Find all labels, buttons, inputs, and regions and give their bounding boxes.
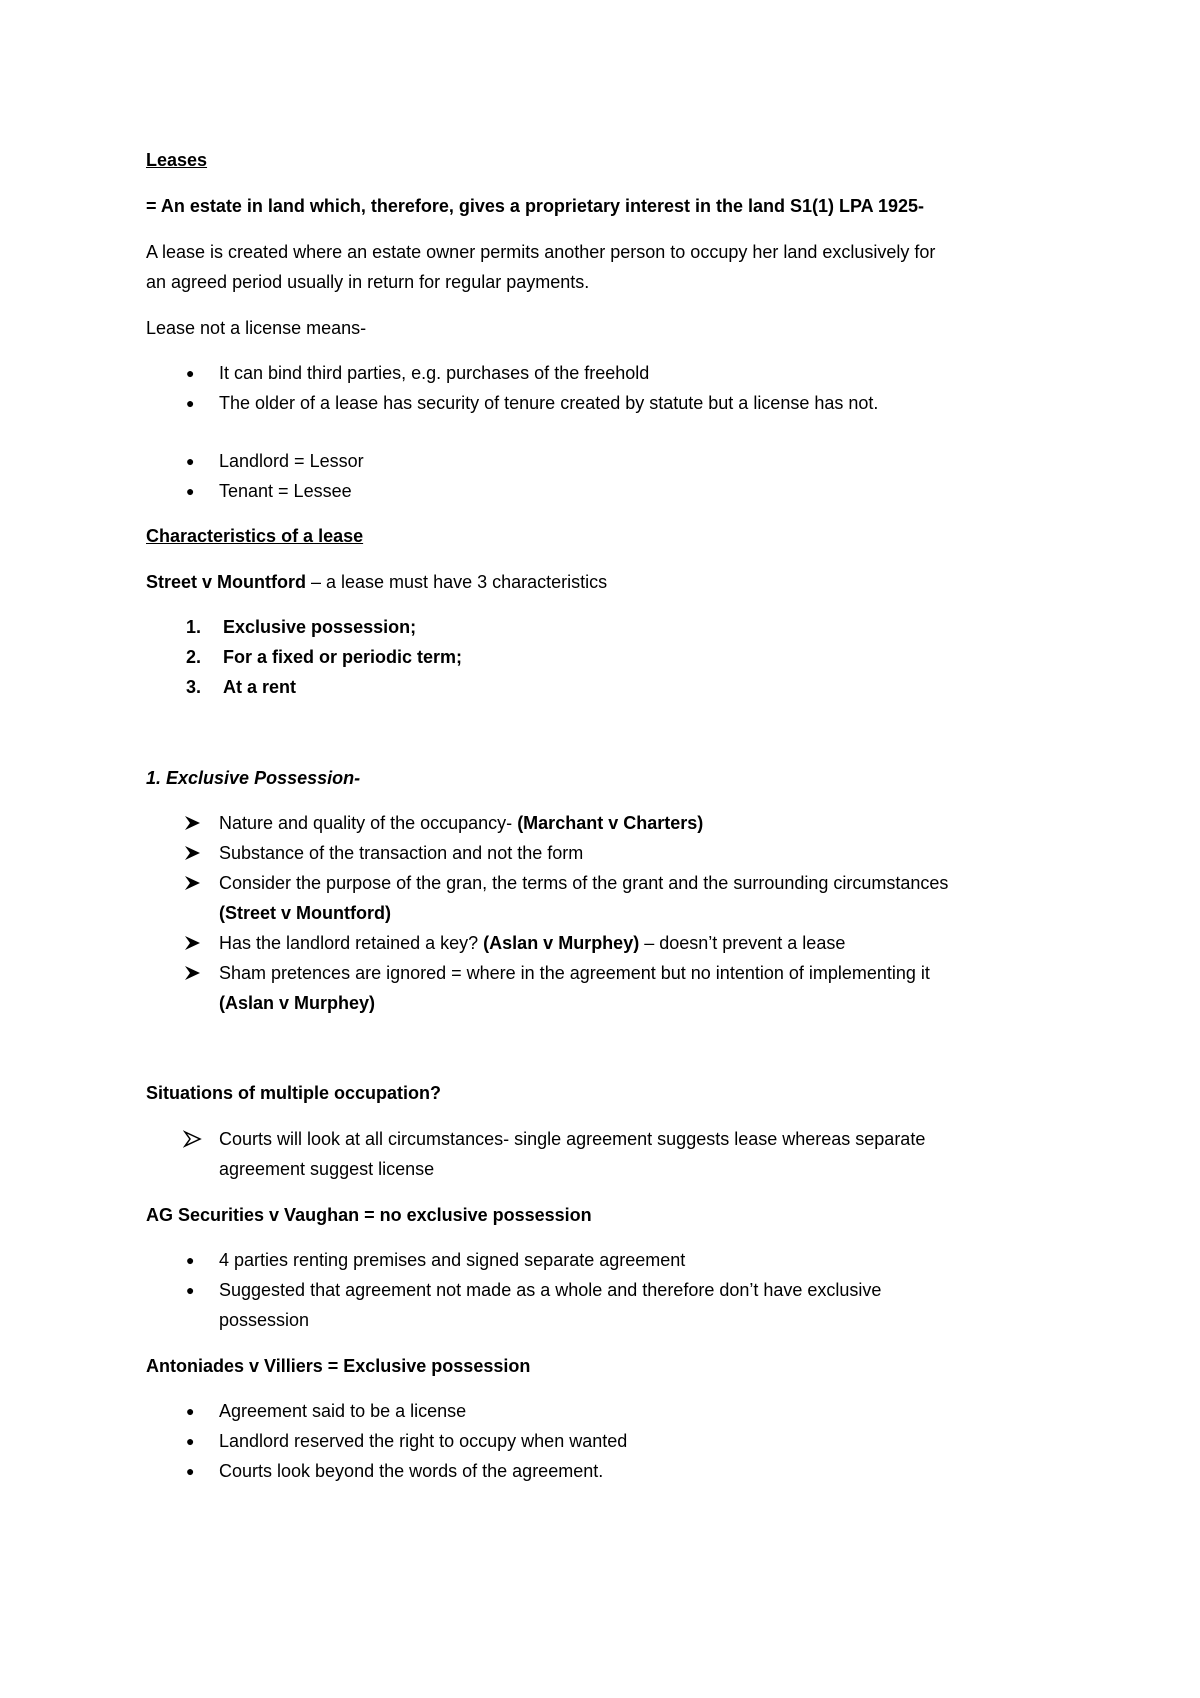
arrow-bullet-icon [183,811,203,835]
list-item: 4 parties renting premises and signed separate agreement [219,1250,686,1270]
case-name: (Marchant v Charters) [517,813,704,833]
not-license-label: Lease not a license means- [146,318,367,338]
street-v-mountford-line [146,570,607,594]
list-item: It can bind third parties, e.g. purchases of the freehold [219,363,650,383]
bullet-icon: ● [186,365,195,381]
list-item [219,811,703,835]
arrow-bullet-icon [183,841,203,865]
bullet-icon: ● [186,1403,195,1419]
item-text: – doesn’t prevent a lease [639,933,846,953]
arrow-bullet-icon [183,871,203,895]
characteristics-heading: Characteristics of a lease [146,526,364,546]
bullet-icon: ● [186,1282,195,1298]
intro-line-1: A lease is created where an estate owner permits another person to occupy her land exclusively for [146,242,936,262]
bullet-icon: ● [186,453,195,469]
list-item-continuation: possession [219,1310,310,1330]
ag-securities-heading: AG Securities v Vaughan = no exclusive possession [146,1205,592,1225]
definition: = An estate in land which, therefore, gives a proprietary interest in the land S1(1) LPA 1925- [146,196,925,216]
bullet-icon: ● [186,483,195,499]
numbered-item-text: For a fixed or periodic term; [223,647,463,667]
multiple-occupation-heading: Situations of multiple occupation? [146,1083,441,1103]
list-item: Substance of the transaction and not the form [219,843,584,863]
list-item: Courts look beyond the words of the agreement. [219,1461,604,1481]
list-item: Tenant = Lessee [219,481,352,501]
case-name: Street v Mountford [146,572,306,592]
item-text: Has the landlord retained a key? [219,933,484,953]
arrow-bullet-icon [183,1127,203,1151]
arrow-bullet-icon [183,931,203,955]
case-name: (Aslan v Murphey) [483,933,640,953]
bullet-icon: ● [186,1433,195,1449]
numbered-item-text: Exclusive possession; [223,617,417,637]
list-item [219,931,845,955]
arrow-bullet-icon [183,961,203,985]
case-name: (Aslan v Murphey) [219,993,376,1013]
list-item: Courts will look at all circumstances- single agreement suggests lease whereas separate [219,1129,926,1149]
list-item: Suggested that agreement not made as a whole and therefore don’t have exclusive [219,1280,882,1300]
list-item-continuation: agreement suggest license [219,1159,435,1179]
bullet-icon: ● [186,395,195,411]
list-item: Landlord reserved the right to occupy when wanted [219,1431,628,1451]
exclusive-possession-heading: 1. Exclusive Possession- [146,768,361,788]
intro-line-2: an agreed period usually in return for regular payments. [146,272,590,292]
page-title: Leases [146,150,208,170]
numbered-item-number: 1. [186,617,202,637]
list-item: Agreement said to be a license [219,1401,467,1421]
numbered-item-text: At a rent [223,677,297,697]
numbered-item-number: 3. [186,677,202,697]
bullet-icon: ● [186,1252,195,1268]
list-item: Sham pretences are ignored = where in the agreement but no intention of implementing it [219,963,930,983]
list-item: Landlord = Lessor [219,451,364,471]
numbered-item-number: 2. [186,647,202,667]
case-description: – a lease must have 3 characteristics [306,572,608,592]
item-text: Nature and quality of the occupancy- [219,813,518,833]
case-name: (Street v Mountford) [219,903,391,923]
antoniades-heading: Antoniades v Villiers = Exclusive possession [146,1356,531,1376]
list-item: Consider the purpose of the gran, the terms of the grant and the surrounding circumstances [219,873,949,893]
list-item: The older of a lease has security of tenure created by statute but a license has not. [219,393,879,413]
bullet-icon: ● [186,1463,195,1479]
